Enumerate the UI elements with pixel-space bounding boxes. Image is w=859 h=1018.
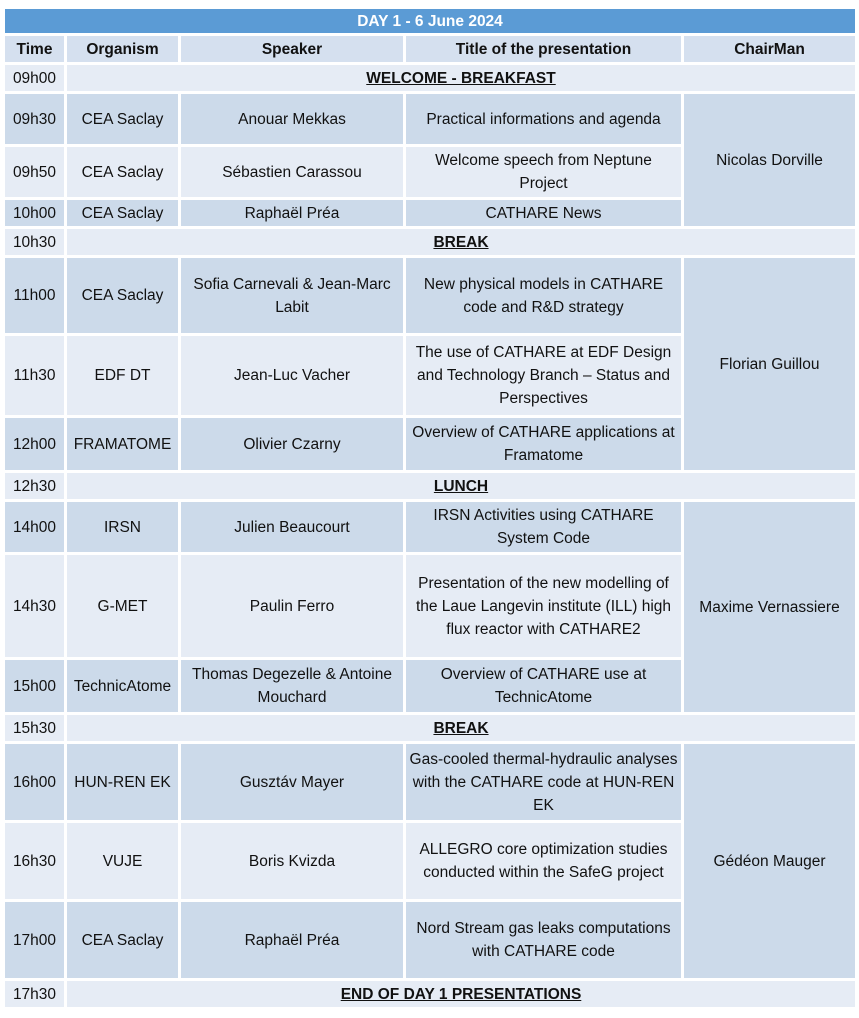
event-label: END OF DAY 1 PRESENTATIONS xyxy=(66,980,857,1009)
header-chairman: ChairMan xyxy=(683,35,857,64)
talk-organism: IRSN xyxy=(66,501,180,554)
event-row xyxy=(4,714,857,743)
talk-organism: CEA Saclay xyxy=(66,901,180,980)
event-time: 09h00 xyxy=(4,64,66,93)
talk-speaker: Olivier Czarny xyxy=(180,417,405,472)
header-row xyxy=(4,35,857,64)
talk-title: IRSN Activities using CATHARE System Code xyxy=(405,501,683,554)
day-title: DAY 1 - 6 June 2024 xyxy=(4,8,857,35)
talk-speaker: Raphaël Préa xyxy=(180,199,405,228)
talk-title: The use of CATHARE at EDF Design and Technology Branch – Status and Perspectives xyxy=(405,335,683,417)
talk-organism: CEA Saclay xyxy=(66,93,180,146)
agenda-table xyxy=(2,6,858,1010)
event-label: LUNCH xyxy=(66,472,857,501)
talk-organism: EDF DT xyxy=(66,335,180,417)
header-speaker: Speaker xyxy=(180,35,405,64)
talk-organism: G-MET xyxy=(66,554,180,659)
talk-time: 11h00 xyxy=(4,257,66,335)
talk-title: Overview of CATHARE applications at Framatome xyxy=(405,417,683,472)
table-row xyxy=(4,501,857,554)
talk-speaker: Raphaël Préa xyxy=(180,901,405,980)
talk-speaker: Sébastien Carassou xyxy=(180,146,405,199)
talk-title: Nord Stream gas leaks computations with CATHARE code xyxy=(405,901,683,980)
talk-title: ALLEGRO core optimization studies conducted within the SafeG project xyxy=(405,822,683,901)
talk-title: New physical models in CATHARE code and R&D strategy xyxy=(405,257,683,335)
talk-speaker: Jean-Luc Vacher xyxy=(180,335,405,417)
event-time: 17h30 xyxy=(4,980,66,1009)
event-row xyxy=(4,980,857,1009)
event-row xyxy=(4,472,857,501)
talk-speaker: Thomas Degezelle & Antoine Mouchard xyxy=(180,659,405,714)
event-time: 10h30 xyxy=(4,228,66,257)
talk-time: 09h30 xyxy=(4,93,66,146)
talk-speaker: Sofia Carnevali & Jean-Marc Labit xyxy=(180,257,405,335)
talk-title: Gas-cooled thermal-hydraulic analyses with the CATHARE code at HUN-REN EK xyxy=(405,743,683,822)
talk-speaker: Gusztáv Mayer xyxy=(180,743,405,822)
talk-speaker: Julien Beaucourt xyxy=(180,501,405,554)
event-label: BREAK xyxy=(66,228,857,257)
talk-speaker: Boris Kvizda xyxy=(180,822,405,901)
event-row xyxy=(4,64,857,93)
event-label: BREAK xyxy=(66,714,857,743)
event-row xyxy=(4,228,857,257)
table-row xyxy=(4,743,857,822)
talk-time: 16h30 xyxy=(4,822,66,901)
header-organism: Organism xyxy=(66,35,180,64)
talk-time: 17h00 xyxy=(4,901,66,980)
talk-time: 10h00 xyxy=(4,199,66,228)
table-row xyxy=(4,93,857,146)
chairman-cell: Gédéon Mauger xyxy=(683,743,857,980)
event-time: 15h30 xyxy=(4,714,66,743)
talk-title: Presentation of the new modelling of the Laue Langevin institute (ILL) high flux reactor with CATHARE2 xyxy=(405,554,683,659)
talk-time: 14h30 xyxy=(4,554,66,659)
talk-time: 09h50 xyxy=(4,146,66,199)
talk-time: 14h00 xyxy=(4,501,66,554)
header-title: Title of the presentation xyxy=(405,35,683,64)
talk-organism: HUN-REN EK xyxy=(66,743,180,822)
talk-time: 12h00 xyxy=(4,417,66,472)
talk-organism: VUJE xyxy=(66,822,180,901)
talk-speaker: Paulin Ferro xyxy=(180,554,405,659)
talk-title: Overview of CATHARE use at TechnicAtome xyxy=(405,659,683,714)
talk-organism: CEA Saclay xyxy=(66,257,180,335)
chairman-cell: Florian Guillou xyxy=(683,257,857,472)
talk-title: Welcome speech from Neptune Project xyxy=(405,146,683,199)
talk-organism: FRAMATOME xyxy=(66,417,180,472)
chairman-cell: Nicolas Dorville xyxy=(683,93,857,228)
talk-time: 15h00 xyxy=(4,659,66,714)
talk-time: 16h00 xyxy=(4,743,66,822)
talk-organism: TechnicAtome xyxy=(66,659,180,714)
talk-title: Practical informations and agenda xyxy=(405,93,683,146)
talk-title: CATHARE News xyxy=(405,199,683,228)
event-label: WELCOME - BREAKFAST xyxy=(66,64,857,93)
talk-organism: CEA Saclay xyxy=(66,146,180,199)
chairman-cell: Maxime Vernassiere xyxy=(683,501,857,714)
table-row xyxy=(4,257,857,335)
header-time: Time xyxy=(4,35,66,64)
talk-speaker: Anouar Mekkas xyxy=(180,93,405,146)
event-time: 12h30 xyxy=(4,472,66,501)
talk-organism: CEA Saclay xyxy=(66,199,180,228)
talk-time: 11h30 xyxy=(4,335,66,417)
